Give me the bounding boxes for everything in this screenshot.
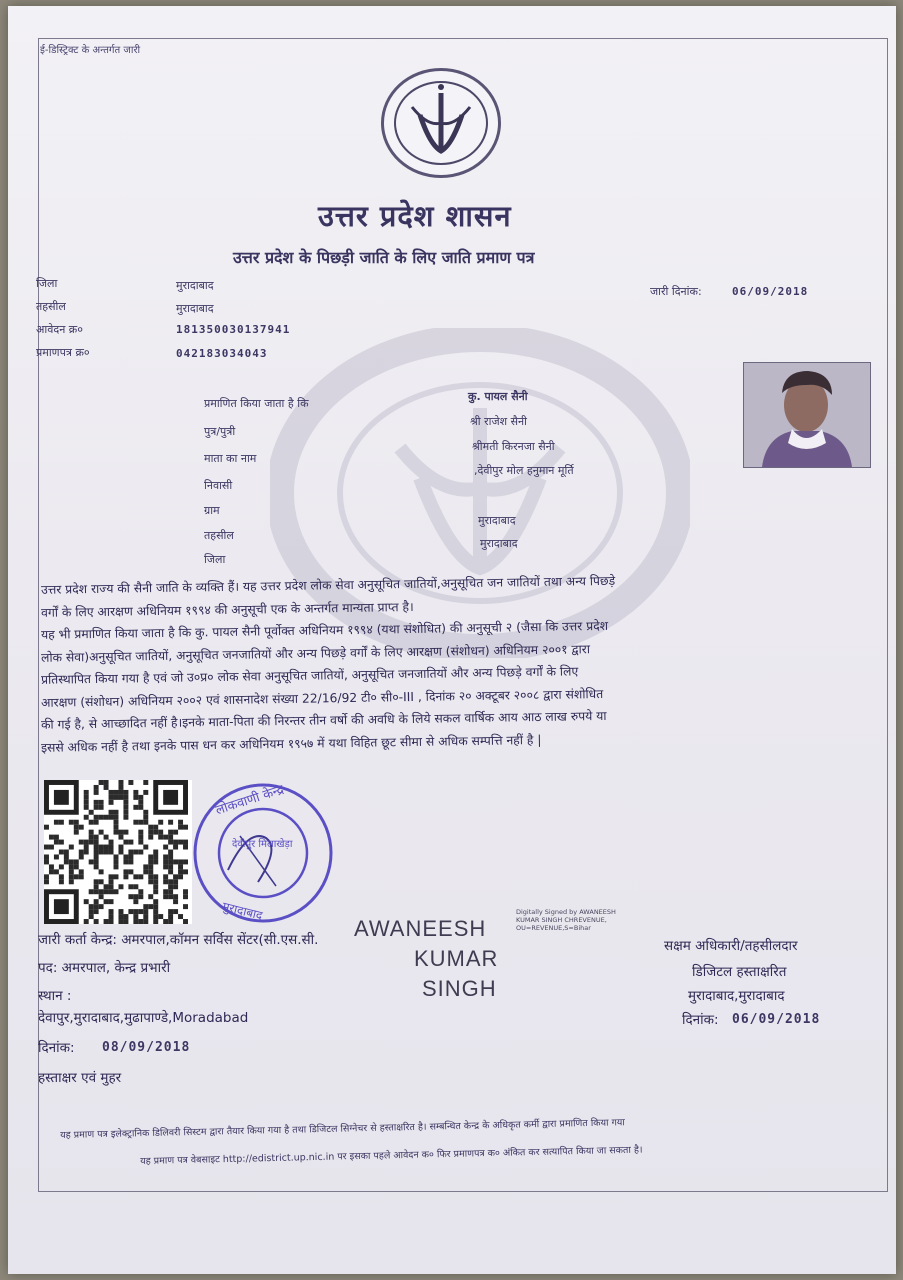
resident-value: ,देवीपुर मोल हनुमान मूर्ति [474, 464, 574, 477]
authority-title: सक्षम अधिकारी/तहसीलदार [664, 938, 798, 954]
issuer-place-label: स्थान : [38, 988, 72, 1004]
certificate-paper [8, 6, 896, 1274]
certificate-text-line: की गई है, से आच्छादित नहीं है।इनके माता-पिता की निरन्तर तीन वर्षो की अवधि के लिये सकल वार्षिक आय आठ लाख रुपये या [40, 708, 607, 732]
stamp-inner-text: देवीपुर मिलाखेड़ा [232, 839, 293, 850]
qr-code [44, 780, 192, 924]
certified-label: प्रमाणित किया जाता है कि [204, 397, 309, 410]
district-person-value: मुरादाबाद [480, 537, 518, 550]
authority-date: 06/09/2018 [732, 1012, 821, 1027]
signature-line-2: KUMAR [414, 946, 499, 971]
mother-label: माता का नाम [204, 452, 257, 465]
certificate-text-line: इससे अधिक नहीं है तथा इनके पास धन कर अधिनियम १९५७ में यथा विहित छूट सीमा से अधिक सम्पत्ति नहीं है | [40, 732, 542, 755]
signature-line-3: SINGH [422, 976, 497, 1001]
top-left-note: ई-डिस्ट्रिक्ट के अन्तर्गत जारी [40, 45, 141, 56]
authority-place: मुरादाबाद,मुरादाबाद [688, 988, 785, 1004]
issuer-date-label: दिनांक: [38, 1040, 75, 1056]
authority-sign-type: डिजिटल हस्ताक्षरित [692, 964, 787, 980]
issuer-sign-label: हस्ताक्षर एवं मुहर [38, 1070, 122, 1086]
certificate-text-line: वर्गों के लिए आरक्षण अधिनियम १९९४ की अनुसूची एक के अन्तर्गत मान्यता प्राप्त है। [40, 599, 414, 620]
applicant-photo [743, 362, 871, 468]
tehsil-label: तहसील [36, 300, 66, 313]
application-number-label: आवेदन क्र० [36, 323, 83, 336]
digital-signature-note: Digitally Signed by AWANEESH KUMAR SINGH CHREVENUE, OU=REVENUE,S=Bihar [516, 908, 616, 932]
signature-line-1: AWANEESH [354, 916, 487, 941]
issue-date-label: जारी दिनांक: [650, 285, 702, 298]
tehsil-value: मुरादाबाद [176, 302, 214, 315]
father-name: श्री राजेश सैनी [470, 415, 528, 428]
issuer-post: पद: अमरपाल, केन्द्र प्रभारी [38, 960, 171, 976]
up-government-emblem [381, 68, 501, 178]
certificate-number-label: प्रमाणपत्र क्र० [36, 346, 90, 359]
lokvani-stamp [188, 778, 338, 928]
certificate-title: उत्तर प्रदेश के पिछड़ी जाति के लिए जाति प्रमाण पत्र [233, 248, 535, 267]
issue-date-value: 06/09/2018 [732, 285, 809, 298]
footer-line-2: यह प्रमाण पत्र वेबसाइट http://edistrict.up.nic.in पर इसका पहले आवेदन क० फिर प्रमाणपत्र क० अंकित कर सत्यापित किया जा सकता है। [140, 1144, 643, 1167]
mother-name: श्रीमती किरनजा सैनी [472, 440, 555, 453]
certificate-text-line: आरक्षण (संशोधन) अधिनियम २००२ एवं शासनादेश संख्या 22/16/92 टी० सी०-III , दिनांक २० अक्टूबर २००८ द्वारा संशोधित [40, 686, 604, 710]
district-value: मुरादाबाद [176, 279, 214, 292]
application-number-value: 181350030137941 [176, 323, 291, 336]
stamp-outer-text: लोकवाणी केन्द्र [213, 782, 286, 819]
district-label: जिला [36, 277, 58, 290]
village-label: ग्राम [204, 504, 220, 517]
footer-line-1: यह प्रमाण पत्र इलेक्ट्रानिक डिलिवरी सिस्टम द्वारा तैयार किया गया है तथा डिजिटल सिग्नेचर से हस्ताक्षरित है। सम्बन्धित केन्द्र के अधिकृत कर्मी द्वारा प्रमाणित किया गया [60, 1117, 625, 1141]
person-name: कु. पायल सैनी [468, 390, 528, 403]
certificate-text-line: यह भी प्रमाणित किया जाता है कि कु. पायल सैनी पूर्वोक्त अधिनियम १९९४ (यथा संशोधित) की अनुसूची २ (जैसा कि उत्तर प्रदेश [40, 618, 609, 642]
government-title: उत्तर प्रदेश शासन [318, 199, 512, 233]
issuer-place: देवापुर,मुरादाबाद,मुढापाण्डे,Moradabad [38, 1010, 249, 1026]
certificate-text-line: उत्तर प्रदेश राज्य की सैनी जाति के व्यक्ति हैं। यह उत्तर प्रदेश लोक सेवा अनुसूचित जातियों,अनुसूचित जन जातियों तथा अन्य पिछड़े [40, 573, 616, 597]
district-person-label: जिला [204, 553, 226, 566]
issuer-date: 08/09/2018 [102, 1040, 191, 1055]
certificate-number-value: 042183034043 [176, 347, 268, 360]
certificate-text [40, 572, 903, 755]
relation-label: पुत्र/पुत्री [204, 425, 236, 438]
issuer-center: जारी कर्ता केन्द्र: अमरपाल,कॉमन सर्विस सेंटर(सी.एस.सी. [38, 932, 319, 948]
certificate-text-line: लोक सेवा)अनुसूचित जातियों, अनुसूचित जनजातियों और अन्य पिछड़े वर्गों के लिए आरक्षण (संशोधन) अधिनियम २००१ द्वारा [40, 641, 591, 665]
authority-date-label: दिनांक: [682, 1012, 719, 1028]
certificate-text-line: प्रतिस्थापित किया गया है एवं जो उ०प्र० लोक सेवा अनुसूचित जातियों, अनुसूचित जनजातियों और अन्य पिछड़े वर्गों के लिए [40, 664, 579, 687]
tehsil-person-value: मुरादाबाद [478, 514, 516, 527]
tehsil-person-label: तहसील [204, 529, 234, 542]
stamp-bottom-text: मुरादाबाद [220, 899, 264, 923]
resident-label: निवासी [204, 479, 233, 492]
